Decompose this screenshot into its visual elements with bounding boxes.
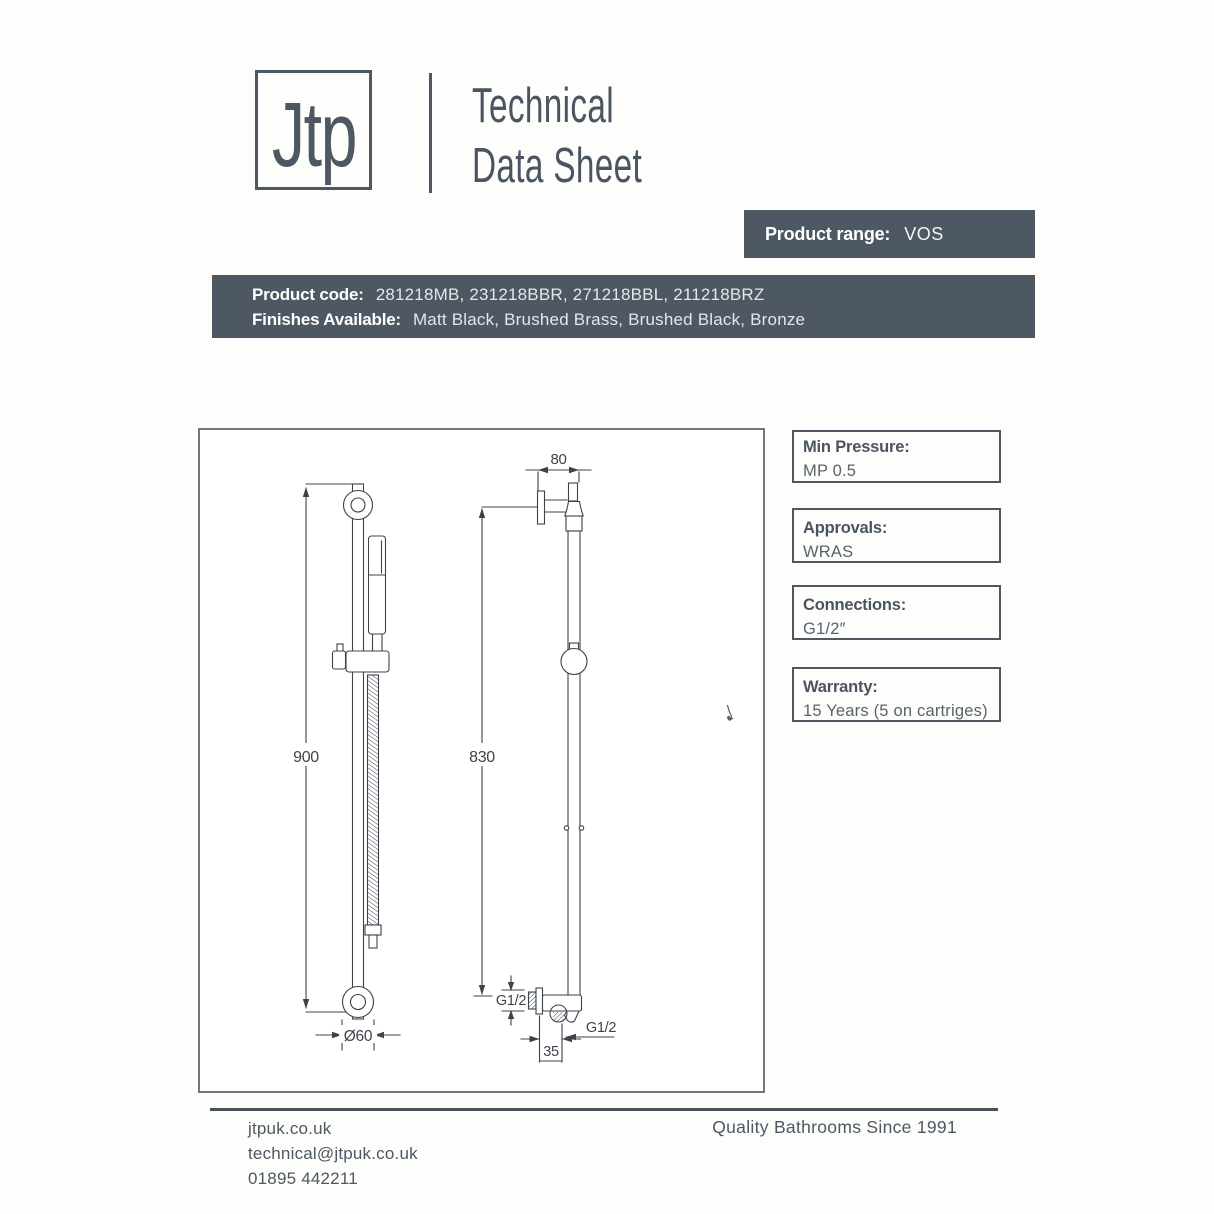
footer-phone: 01895 442211 [248,1169,358,1188]
dim-front-diameter-label: Ø60 [343,1028,373,1045]
spec-label: Approvals: [803,519,888,537]
jtp-logo-text: Jtp [271,84,356,186]
finishes-label: Finishes Available: [252,310,401,329]
footer-website: jtpuk.co.uk [248,1119,332,1138]
dim-side-inlet-thread-label: G1/2 [495,993,527,1009]
spec-value: MP 0.5 [803,462,857,480]
page-title-line1: Technical [472,79,614,133]
spec-value: 15 Years (5 on cartriges) [803,702,988,720]
dim-front-height-label: 900 [293,749,319,766]
footer-divider [210,1108,998,1111]
product-code-value: 281218MB, 231218BBR, 271218BBL, 211218BRZ [375,285,765,304]
product-code-label: Product code: [252,285,364,304]
dim-side-outlet-spacing-label: 35 [543,1044,559,1060]
product-range-value: VOS [904,224,944,244]
footer-tagline: Quality Bathrooms Since 1991 [712,1117,957,1137]
spec-value: G1/2″ [803,620,846,638]
finishes-value: Matt Black, Brushed Brass, Brushed Black, Bronze [412,310,806,329]
dim-side-top-offset-label: 80 [550,451,567,468]
spec-label: Connections: [803,596,907,614]
spec-label: Min Pressure: [803,438,910,456]
footer-email: technical@jtpuk.co.uk [248,1144,418,1163]
page-title-line2: Data Sheet [472,139,643,193]
spec-value: WRAS [803,543,854,561]
footer-contact-block [248,1116,418,1191]
product-range-label: Product range: [765,224,891,244]
dim-side-height-label: 830 [469,749,495,766]
spec-label: Warranty: [803,678,878,696]
dim-side-outlet-thread-label: G1/2 [585,1020,617,1036]
